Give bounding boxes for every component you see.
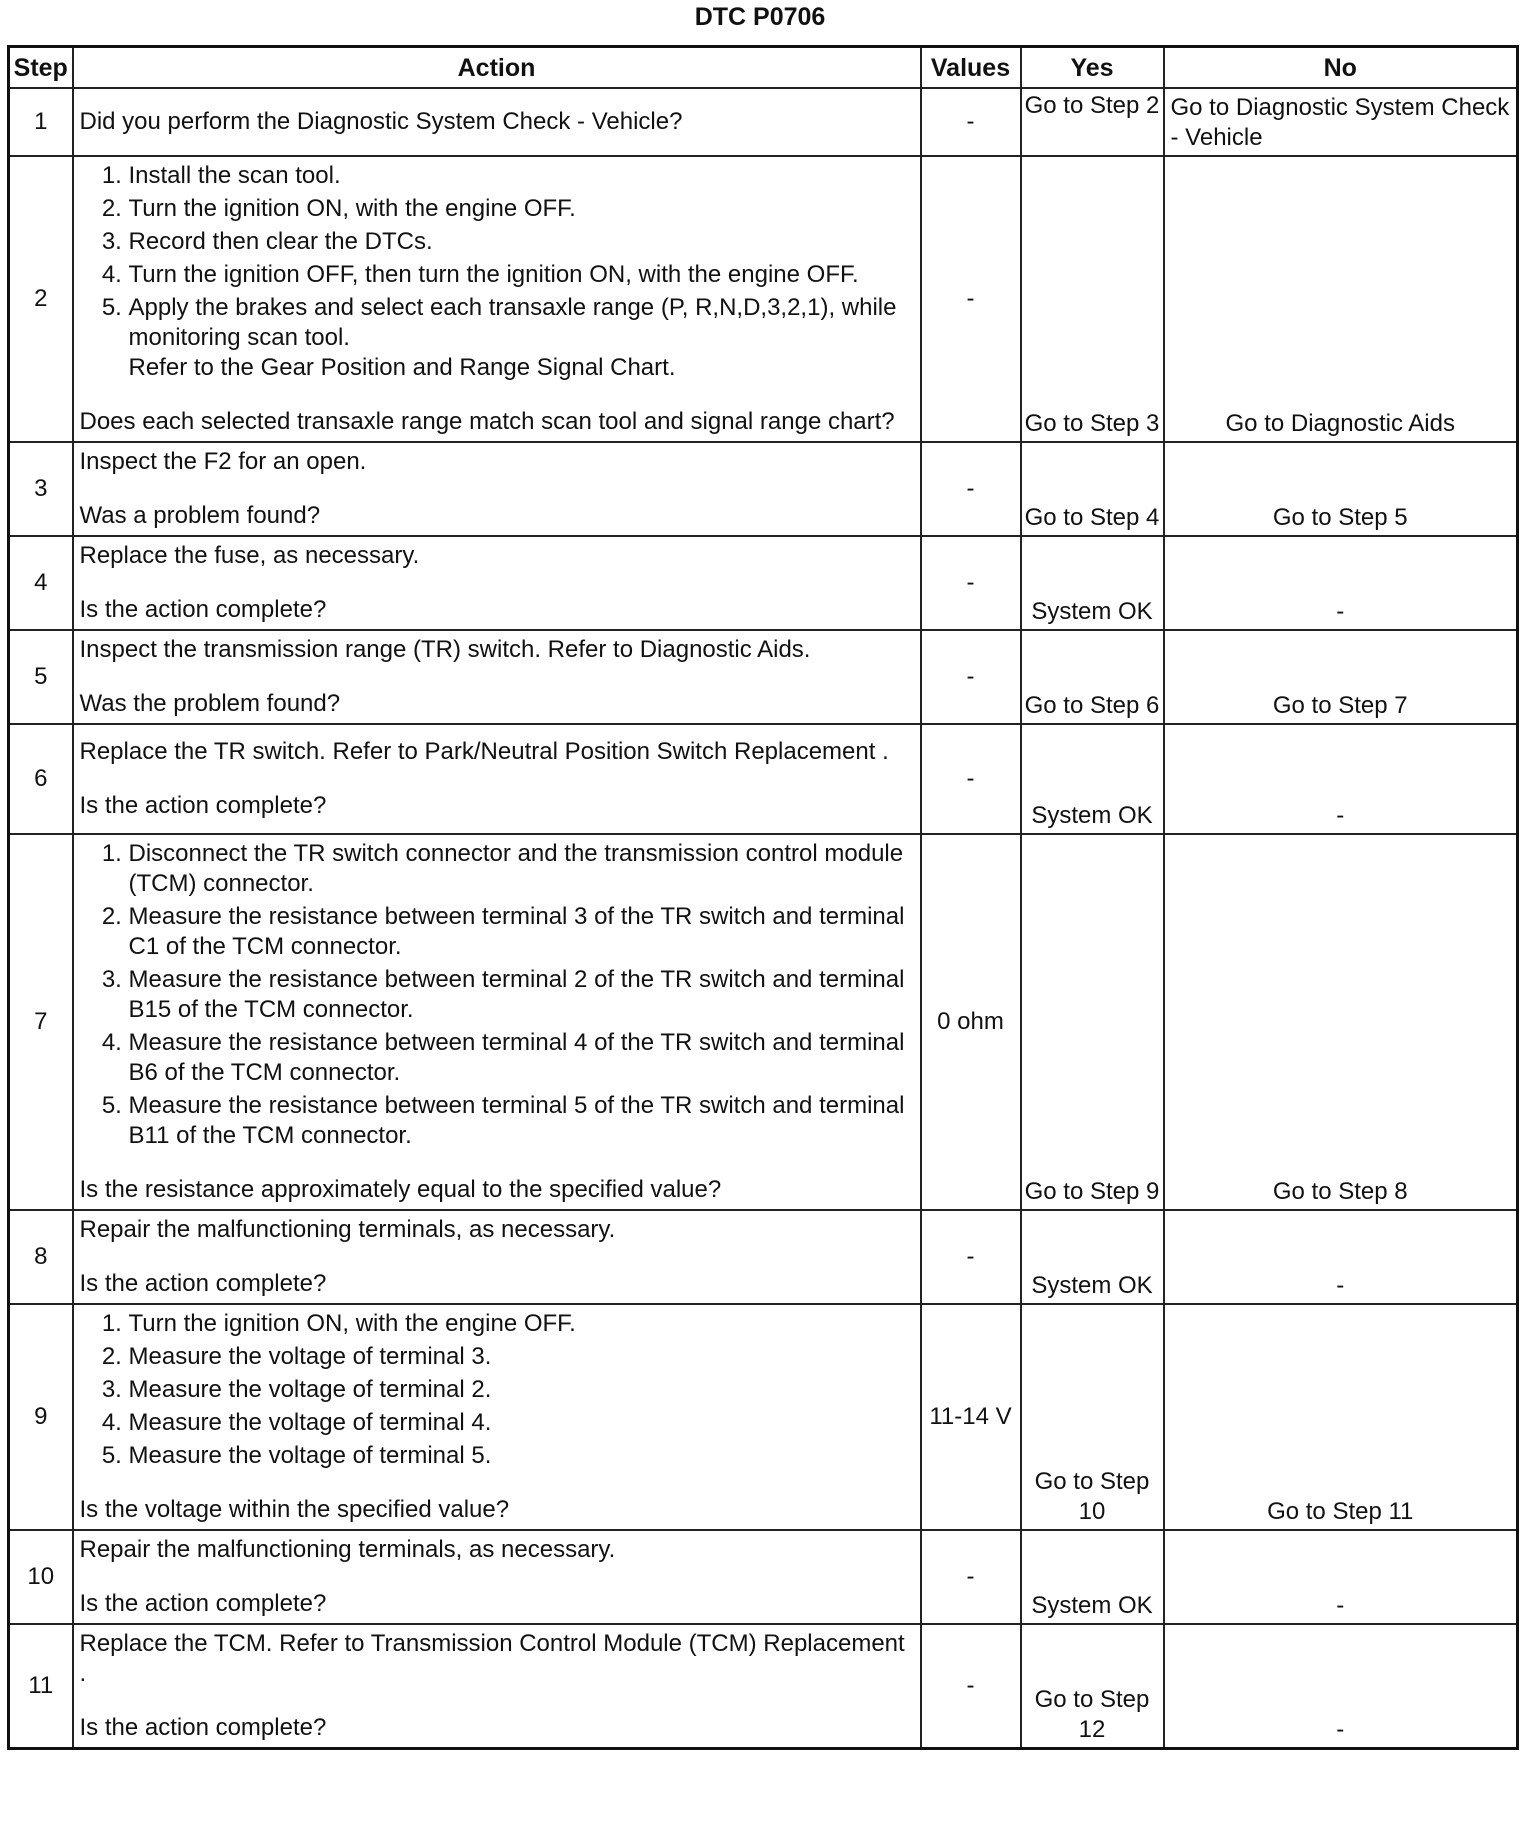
page-title: DTC P0706	[694, 3, 826, 31]
action-question: Was the problem found?	[79, 690, 341, 717]
header-step: Step	[9, 47, 73, 89]
action-step-item: 5. Measure the voltage of terminal 5.	[129, 1441, 914, 1471]
value-cell: 11-14 V	[921, 1304, 1021, 1530]
no-cell: -	[1164, 724, 1518, 834]
action-question: Is the action complete?	[79, 1270, 327, 1297]
no-cell: Go to Step 5	[1164, 442, 1518, 536]
action-step-item: 2. Measure the voltage of terminal 3.	[129, 1342, 914, 1372]
value-cell: 0 ohm	[921, 834, 1021, 1210]
no-cell: Go to Step 7	[1164, 630, 1518, 724]
action-question: Is the voltage within the specified value?	[79, 1496, 510, 1523]
value-cell: -	[921, 1210, 1021, 1304]
action-question: Does each selected transaxle range match scan tool and signal range chart?	[79, 408, 895, 435]
action-question: Is the resistance approximately equal to the specified value?	[79, 1176, 722, 1203]
action-step-item: 1. Install the scan tool.	[129, 161, 914, 191]
header-action: Action	[73, 47, 921, 89]
action-instruction: Replace the TR switch. Refer to Park/Neutral Position Switch Replacement .	[79, 738, 889, 765]
action-instruction: Repair the malfunctioning terminals, as necessary.	[79, 1536, 616, 1563]
table-row	[9, 156, 1518, 442]
table-row	[9, 630, 1518, 724]
no-cell: -	[1164, 1530, 1518, 1624]
yes-cell: Go to Step 6	[1021, 630, 1164, 724]
step-number-cell: 8	[9, 1210, 73, 1304]
action-step-item: 1. Disconnect the TR switch connector and the transmission control module (TCM) connector.	[129, 839, 914, 899]
yes-cell: Go to Step 4	[1021, 442, 1164, 536]
value-cell: -	[921, 442, 1021, 536]
header-values: Values	[921, 47, 1021, 89]
step-number-cell: 10	[9, 1530, 73, 1624]
yes-cell: System OK	[1021, 536, 1164, 630]
table-row	[9, 442, 1518, 536]
no-cell: Go to Diagnostic System Check - Vehicle	[1164, 88, 1518, 156]
yes-cell: System OK	[1021, 1530, 1164, 1624]
table-row	[9, 724, 1518, 834]
step-number-cell: 11	[9, 1624, 73, 1749]
action-step-item: 5. Apply the brakes and select each transaxle range (P, R,N,D,3,2,1), while monitoring scan tool. Refer to the Gear Position and Range Signal Chart.	[129, 293, 914, 383]
value-cell: -	[921, 1624, 1021, 1749]
action-step-item: 5. Measure the resistance between terminal 5 of the TR switch and terminal B11 of the TCM connector.	[129, 1091, 914, 1151]
diagnostic-table	[7, 45, 1519, 1750]
action-question: Is the action complete?	[79, 1714, 327, 1741]
no-cell: -	[1164, 536, 1518, 630]
table-row	[9, 536, 1518, 630]
step-number-cell: 7	[9, 834, 73, 1210]
step-number-cell: 9	[9, 1304, 73, 1530]
action-cell	[73, 156, 921, 442]
action-step-item: 4. Measure the voltage of terminal 4.	[129, 1408, 914, 1438]
table-row	[9, 834, 1518, 1210]
action-question: Was a problem found?	[79, 502, 321, 529]
step-number-cell: 1	[9, 88, 73, 156]
action-cell	[73, 1530, 921, 1624]
value-cell: -	[921, 630, 1021, 724]
action-question: Is the action complete?	[79, 1590, 327, 1617]
action-step-item: 3. Measure the resistance between terminal 2 of the TR switch and terminal B15 of the TCM connector.	[129, 965, 914, 1025]
action-step-note: Refer to the Gear Position and Range Signal Chart.	[128, 354, 676, 381]
table-row	[9, 1530, 1518, 1624]
header-yes: Yes	[1021, 47, 1164, 89]
table-row	[9, 88, 1518, 156]
action-step-item: 4. Measure the resistance between terminal 4 of the TR switch and terminal B6 of the TCM connector.	[129, 1028, 914, 1088]
step-number-cell: 2	[9, 156, 73, 442]
action-step-item: 3. Measure the voltage of terminal 2.	[129, 1375, 914, 1405]
action-steps-list	[80, 839, 914, 1151]
yes-cell: System OK	[1021, 724, 1164, 834]
table-row	[9, 1624, 1518, 1749]
action-cell	[73, 724, 921, 834]
value-cell: -	[921, 1530, 1021, 1624]
action-instruction: Inspect the transmission range (TR) switch. Refer to Diagnostic Aids.	[79, 636, 811, 663]
value-cell: -	[921, 536, 1021, 630]
action-steps-list	[80, 161, 914, 383]
value-cell: -	[921, 724, 1021, 834]
action-step-item: 4. Turn the ignition OFF, then turn the ignition ON, with the engine OFF.	[129, 260, 914, 290]
action-cell	[73, 1304, 921, 1530]
value-cell: -	[921, 156, 1021, 442]
no-cell: -	[1164, 1210, 1518, 1304]
no-cell: -	[1164, 1624, 1518, 1749]
action-steps-list	[80, 1309, 914, 1471]
action-step-item: 3. Record then clear the DTCs.	[129, 227, 914, 257]
table-row	[9, 1304, 1518, 1530]
header-row	[9, 47, 1518, 89]
table-row	[9, 1210, 1518, 1304]
yes-cell: Go to Step 3	[1021, 156, 1164, 442]
yes-cell: Go to Step 10	[1021, 1304, 1164, 1530]
yes-cell: System OK	[1021, 1210, 1164, 1304]
step-number-cell: 4	[9, 536, 73, 630]
action-step-item: 2. Turn the ignition ON, with the engine OFF.	[129, 194, 914, 224]
yes-cell: Go to Step 12	[1021, 1624, 1164, 1749]
action-question: Is the action complete?	[79, 596, 327, 623]
action-instruction: Inspect the F2 for an open.	[79, 448, 367, 475]
action-step-item: 1. Turn the ignition ON, with the engine OFF.	[129, 1309, 914, 1339]
step-number-cell: 5	[9, 630, 73, 724]
step-number-cell: 6	[9, 724, 73, 834]
action-cell	[73, 442, 921, 536]
yes-cell: Go to Step 2	[1021, 88, 1164, 156]
value-cell: -	[921, 88, 1021, 156]
action-cell	[73, 834, 921, 1210]
action-cell	[73, 536, 921, 630]
action-instruction: Repair the malfunctioning terminals, as necessary.	[79, 1216, 616, 1243]
action-instruction: Replace the TCM. Refer to Transmission Control Module (TCM) Replacement .	[79, 1630, 905, 1687]
action-question: Is the action complete?	[79, 792, 327, 819]
no-cell: Go to Step 11	[1164, 1304, 1518, 1530]
step-number-cell: 3	[9, 442, 73, 536]
no-cell: Go to Step 8	[1164, 834, 1518, 1210]
yes-cell: Go to Step 9	[1021, 834, 1164, 1210]
action-cell	[73, 88, 921, 156]
no-cell: Go to Diagnostic Aids	[1164, 156, 1518, 442]
action-cell	[73, 1624, 921, 1749]
action-step-item: 2. Measure the resistance between terminal 3 of the TR switch and terminal C1 of the TCM connector.	[129, 902, 914, 962]
action-instruction: Replace the fuse, as necessary.	[79, 542, 420, 569]
action-cell	[73, 1210, 921, 1304]
action-instruction: Did you perform the Diagnostic System Check - Vehicle?	[79, 108, 683, 135]
action-cell	[73, 630, 921, 724]
header-no: No	[1164, 47, 1518, 89]
